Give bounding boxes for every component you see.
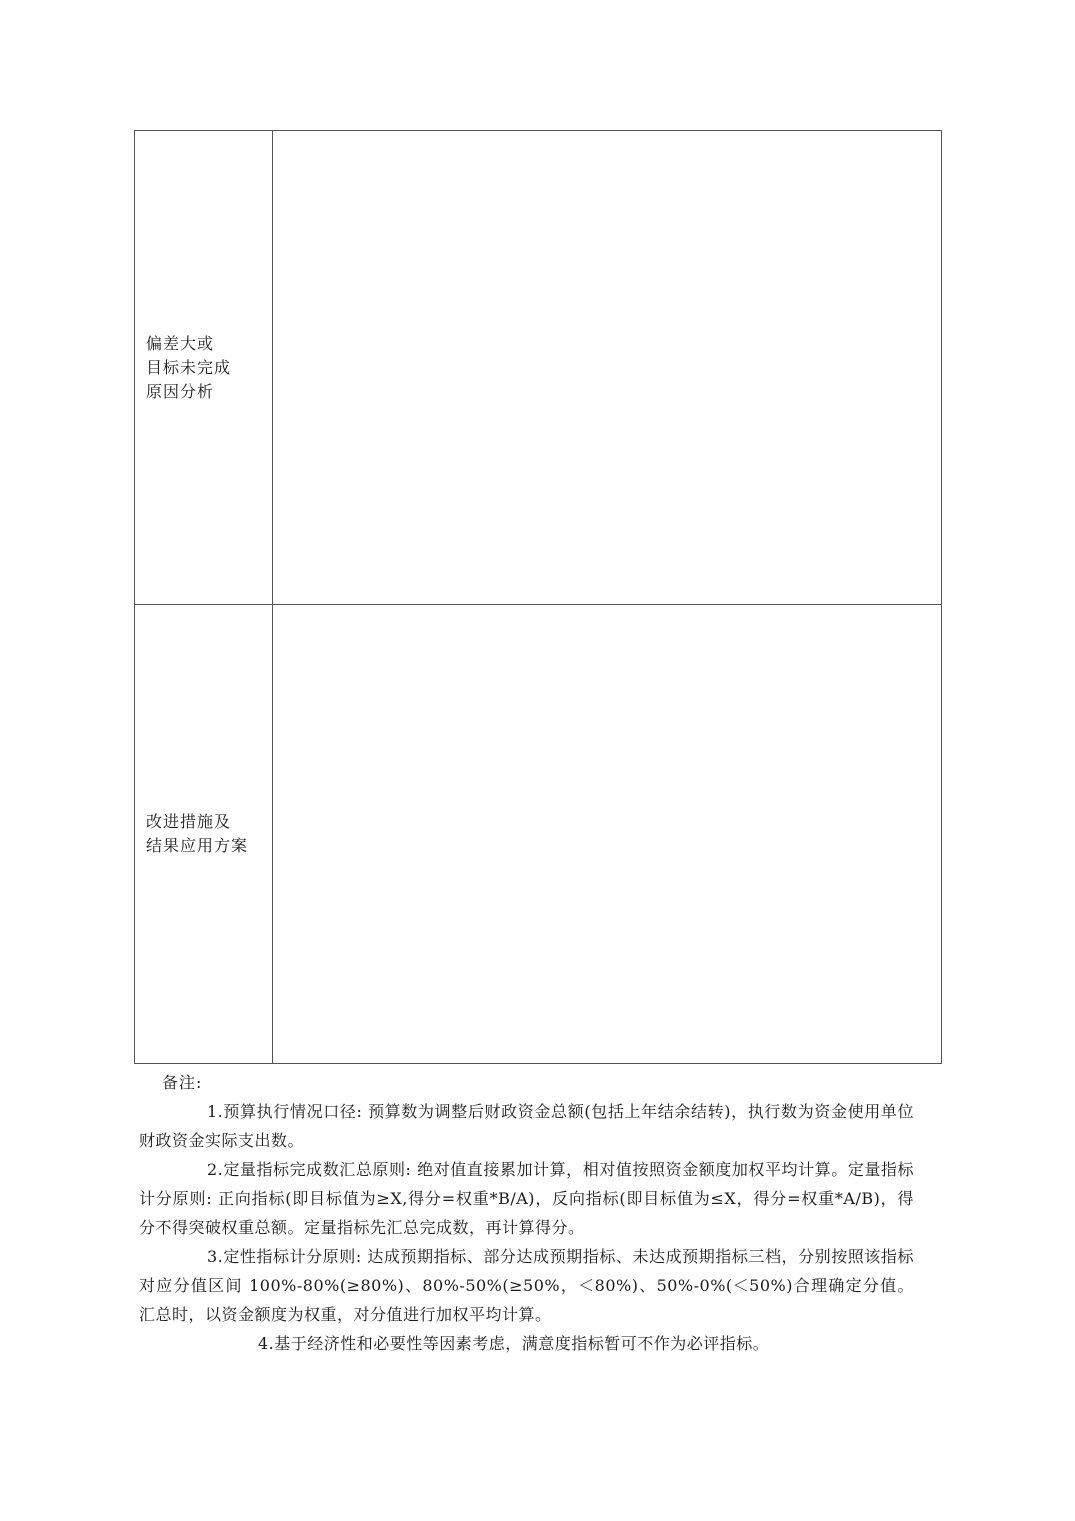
table-row-deviation-analysis [135, 131, 941, 605]
table-row-improvement-plan [135, 605, 941, 1063]
notes-title: 备注: [162, 1073, 203, 1092]
row-label-cell [135, 605, 273, 1063]
note-item-2: 2.定量指标完成数汇总原则: 绝对值直接累加计算，相对值按照资金额度加权平均计算。定量指标计分原则: 正向指标(即目标值为≥X,得分=权重*B/A)，反向指标(即目标值为≤X，得分=权重*A/B)，得分不得突破权重总额。定量指标先汇总完成数，再计算得分。 [139, 1160, 914, 1237]
note-item-1: 1.预算执行情况口径: 预算数为调整后财政资金总额(包括上年结余结转)，执行数为资金使用单位财政资金实际支出数。 [139, 1102, 914, 1150]
notes-section [134, 1068, 914, 1358]
note-item-4: 4.基于经济性和必要性等因素考虑，满意度指标暂可不作为必评指标。 [258, 1334, 770, 1353]
improvement-plan-label: 改进措施及 结果应用方案 [146, 812, 249, 855]
deviation-analysis-label: 偏差大或 目标未完成 原因分析 [146, 333, 232, 401]
deviation-analysis-content-cell[interactable] [273, 131, 941, 604]
improvement-plan-content-cell[interactable] [273, 605, 941, 1063]
note-item-3: 3.定性指标计分原则: 达成预期指标、部分达成预期指标、未达成预期指标三档，分别按照该指标对应分值区间 100%-80%(≥80%)、80%-50%(≥50%，＜80%)、50%-0%(＜50%)合理确定分值。汇总时，以资金额度为权重，对分值进行加权平均计算。 [139, 1247, 914, 1324]
row-label-cell [135, 131, 273, 604]
evaluation-form-table [134, 130, 942, 1064]
